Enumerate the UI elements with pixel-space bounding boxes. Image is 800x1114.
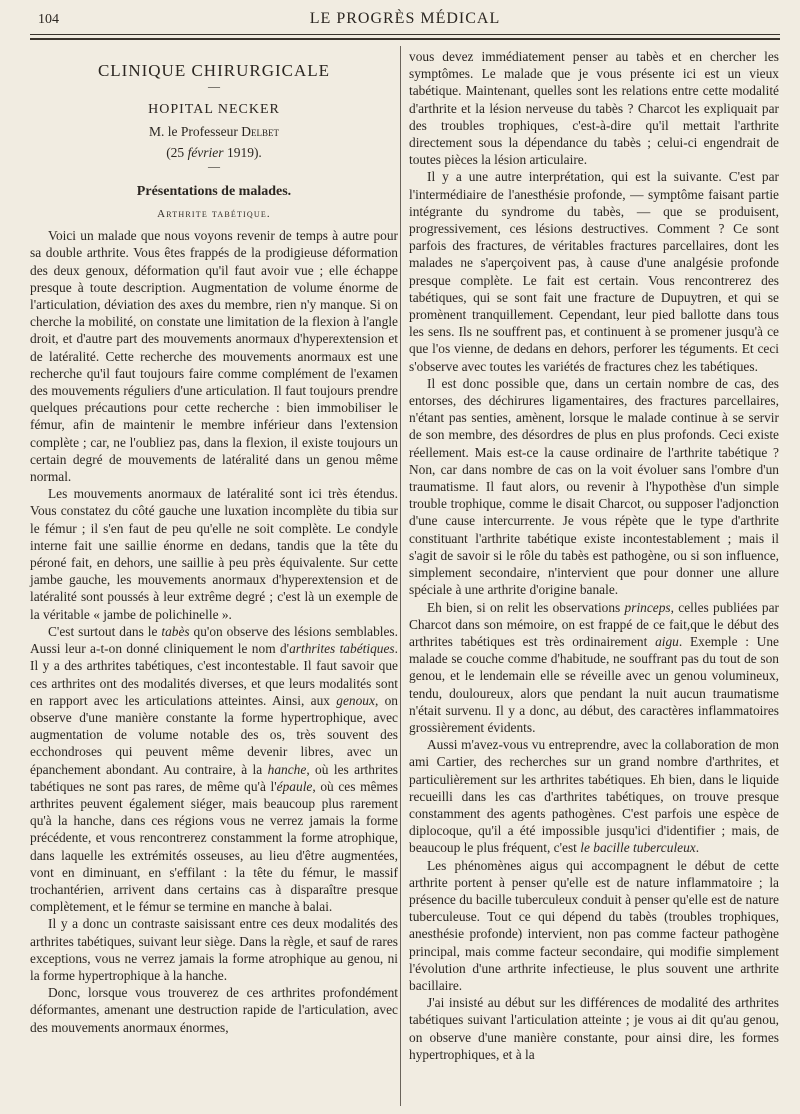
paragraph: Les phénomènes aigus qui accompagnent le début de cette arthrite portent à penser qu'elle est de nature inflammatoire ; la présence du bacille tuberculeux conduit à penser qu'elle est de nature tuberculeuse. Tout ce qui dépend du tabès (troubles trophiques, anesthésie profonde) intervient, non pas comme facteur pathogène principal, mais comme facteur secondaire, qui modifie simplement l'évolution d'une arthrite infectieuse, le plus souvent une arthrite bacillaire.: [409, 857, 779, 993]
header-rule: [30, 34, 780, 35]
paragraph: Il est donc possible que, dans un certain nombre de cas, des entorses, des déchirures ligamentaires, des fractures parcellaires, n'étant pas senties, amènent, lorsque le malade continue à se servir de son membre, des désordres de plus en plus profonds. Ceci existe réellement. Mais est-ce la cause ordinaire de l'arthrite tabétique ? Non, car dans nombre de cas on la voit évoluer sans l'ombre d'un traumatisme. Il faut alors, ou revenir à l'hypothèse d'un simple trouble trophique, comme le disait Charcot, ou supposer l'adjonction d'une cause intercurrente. Je vous répète que le type d'arthrite constituant l'arthrite tabétique existe incontestablement ; mais il s'agit de savoir si le rôle du tabès est pathogène, ou si son influence, simplement secondaire, n'intervient que pour donner une allure spéciale à une arthrite d'origine banale.: [409, 375, 779, 598]
professor-prefix: M. le Professeur: [149, 124, 242, 140]
italic-run: arthrites tabétiques: [289, 641, 395, 657]
hospital-name: HOPITAL NECKER: [148, 102, 280, 118]
text-run: Eh bien, si on relit les observations: [427, 599, 625, 615]
professor-line: [30, 123, 398, 140]
italic-run: tabès: [161, 623, 190, 639]
text-run: . Exemple : Une malade se couche comme d'habitude, ne souffrant pas du tout de son genou, et le lendemain elle se réveille avec un genou volumineux, tendu, douloureux, alors que pendant la nuit aucun traumatisme n'était survenu. Il y a donc, au début, des caractères inflammatoires grossièrement évidents.: [409, 633, 779, 735]
text-run: , où les arthrites tabétiques ne sont pas rares, de même qu'à l': [30, 761, 398, 794]
text-run: Aussi m'avez-vous vu entreprendre, avec la collaboration de mon ami Cartier, des recherches sur un grand nombre d'arthrites, et particulièrement sur les arthrites tabétiques. Eh bien, dans le liquide recueilli dans les cas d'arthrites tabétiques, on trouve presque constamment des agents pathogènes. C'est parfois une espèce de diplocoque, qu'il a été impossible jusqu'ici d'identifier ; mais, de beaucoup le plus fréquent, c'est: [409, 737, 779, 856]
paragraph: Voici un malade que nous voyons revenir de temps à autre pour sa double arthrite. Vous êtes frappés de la prodigieuse déformation des deux genoux, déformation qu'il faut avoir vue ; elle échappe presque à toute description. Augmentation de volume énorme de l'articulation, déviation des axes du membre, rien n'y manque. Si on cherche la mobilité, on constate une limitation de la flexion à l'angle droit, et d'autre part des mouvements anormaux d'hyperextension et de latéralité. Cette recherche des mouvements anormaux est une recherche qu'il faut toujours faire comme complément de l'examen des mouvements réguliers d'une articulation. Il faut toujours prendre quelques précautions pour cette recherche : bien immobiliser le fémur, afin de maintenir le membre inférieur dans l'extension complète ; car, ne l'oubliez pas, dans la flexion, il existe toujours un certain degré de mouvements de latéralité dans un genou même normal.: [30, 228, 398, 485]
header-rule-thick: [30, 38, 780, 40]
date-open: (25: [166, 144, 188, 160]
professor-name: Delbet: [241, 124, 279, 140]
paragraph: [30, 623, 398, 915]
italic-run: le bacille tuberculeux: [580, 840, 696, 856]
italic-run: hanche: [267, 761, 307, 777]
separator-dash-2: —: [208, 158, 220, 173]
paragraph: J'ai insisté au début sur les différences de modalité des arthrites tabétiques suivant l'articulation atteinte ; je vous ai dit qu'au genou, on observe d'une manière constante, pour ainsi dire, les formes hypertrophiques, et à la: [409, 995, 779, 1062]
subtitle-text: Arthrite tabétique.: [157, 208, 271, 221]
italic-run: genoux: [336, 692, 375, 708]
section-title: CLINIQUE CHIRURGICALE: [97, 61, 331, 80]
paragraph: [409, 736, 779, 856]
paragraph: vous devez immédiatement penser au tabès et en chercher les symptômes. Le malade que je vous présente ici est un vieux tabétique. Maintenant, quelles sont les relations entre cette modalité d'arthrite et la lésion nerveuse du tabès ? Charcot les expliquait par des troubles trophiques, c'est-à-dire qu'il mettait l'arthrite directement sous la dépendance du tabès ; celui-ci engendrait de toutes pièces la lésion articulaire.: [409, 49, 779, 168]
paragraph: Donc, lorsque vous trouverez de ces arthrites profondément déformantes, amenant une destruction rapide de l'articulation, avec des mouvements anormaux énormes,: [30, 985, 398, 1035]
paragraph: Il y a une autre interprétation, qui est la suivante. C'est par l'intermédiaire de l'anesthésie profonde, — symptôme faisant partie intégrante du syndrome du tabès, — que se produisent, progressivement, ces lésions destructives. Comment ? Ce sont parfois des fractures, de véritables fractures parcellaires, dont les malades ne s'aperçoivent pas, à cause d'une analgésie profonde presque complète. Le fait est certain. Vous rencontrerez des tabétiques, qui se sont fait une fracture de Dupuytren, et qui se promènent tranquillement. Cependant, leur pied ballotte dans tous les sens. Ils ne souffrent pas, et continuent à se promener jusqu'à ce que l'os vienne, de dedans en dehors, perforer les téguments. Et ceci s'observe avec toutes les variétés de fractures chez les tabétiques.: [409, 169, 779, 374]
article-title: Présentations de malades.: [136, 183, 292, 199]
article-subtitle: [30, 206, 398, 223]
journal-title: LE PROGRÈS MÉDICAL: [309, 10, 501, 27]
italic-run: princeps: [624, 599, 671, 615]
italic-run: épaule: [276, 778, 313, 794]
text-run: , celles publiées par Charcot dans son mémoire, on est frappé de ce fait,que le début des arthrites tabétiques est très ordinairement: [409, 599, 779, 649]
text-run: , où ces mêmes arthrites peuvent également siéger, mais beaucoup plus rarement qu'à la hanche, dans ces régions vous ne verrez jamais la forme précédente, et vous rencontrerez constamment la forme atrophique, dans laquelle les extrémités osseuses, au lieu d'être augmentées, vont en diminuant, en s'effilant : la tête du fémur, le massif trochantérien, arrivent dans certains cas à disparaître presque complètement, et le fémur se termine en manche à balai.: [30, 778, 399, 915]
right-column: [409, 48, 779, 1063]
date-month: février: [187, 144, 224, 160]
page-number: 104: [38, 12, 59, 27]
italic-run: aigu: [655, 633, 679, 649]
text-run: C'est surtout dans le: [48, 623, 162, 639]
text-run: , on observe d'une manière constante la forme hypertrophique, avec augmentation de volume notable des os, très souvent des ecchondroses qui peuvent même devenir libres, avec un épanchement abondant. Au contraire, à la: [30, 692, 398, 777]
paragraph: Il y a donc un contraste saisissant entre ces deux modalités des arthrites tabétiques, suivant leur siège. Dans la règle, et sauf de rares exceptions, vous ne verrez jamais la forme atrophique au genou, ni la forme hypertrophique à la hanche.: [30, 916, 398, 983]
text-run: .: [695, 840, 700, 856]
left-column: [30, 48, 398, 1036]
paragraph: Les mouvements anormaux de latéralité sont ici très étendus. Vous constatez du côté gauche une luxation incomplète du tibia sur le fémur ; il s'en faut de peu qu'elle ne soit complète. Le condyle interne fait une saillie énorme en dedans, tandis que la tête du péroné fait, en dehors, une saillie à peu près équivalente. Sur cette jambe gauche, les mouvements anormaux d'hyperextension et de latéralité sont poussés à leur extrême degré ; c'est là un exemple de la véritable « jambe de polichinelle ».: [30, 486, 398, 622]
date-close: 1919).: [223, 144, 262, 160]
column-divider: [400, 46, 401, 1106]
paragraph: [409, 599, 779, 737]
text-run: qu'on observe des lésions semblables. Aussi leur a-t-on donné cliniquement le nom d': [30, 623, 398, 657]
separator-dash: —: [208, 79, 220, 94]
text-run: . Il y a des arthrites tabétiques, c'est incontestable. Il faut savoir que ces arthrites ont des modalités diverses, et que leurs modalités sont en rapport avec les articulations atteintes. Ainsi, aux: [30, 641, 398, 708]
